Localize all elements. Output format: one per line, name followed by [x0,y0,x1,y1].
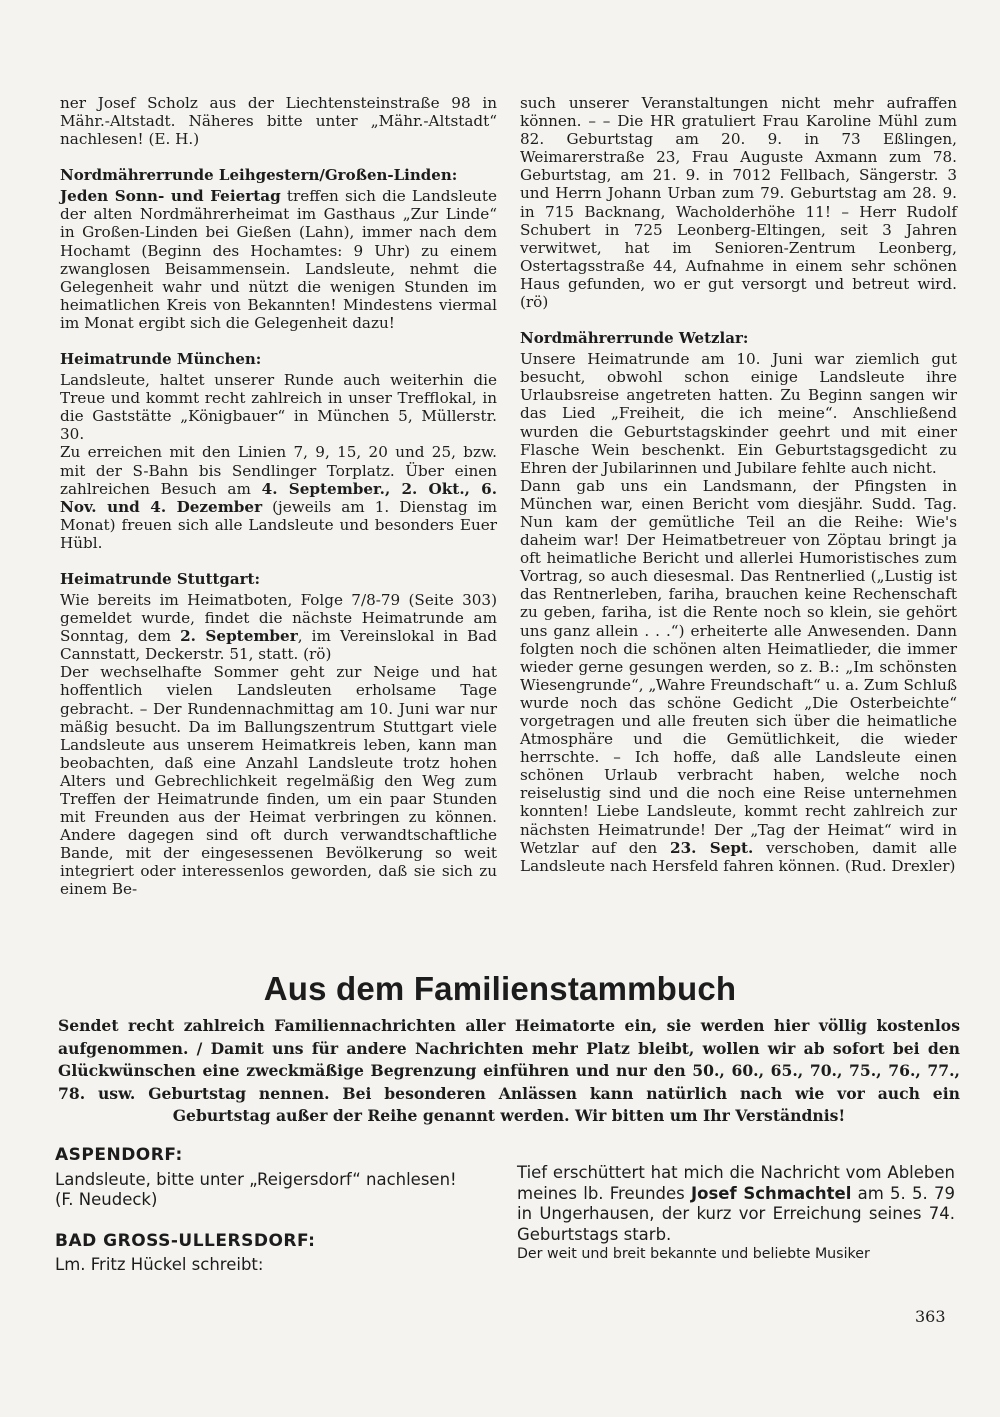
stuttgart-paragraph-1 [60,591,497,663]
section-heading-stuttgart: Heimatrunde Stuttgart: [60,569,261,588]
leihgestern-lead: Jeden Sonn- und Feiertag [60,187,281,206]
wetzlar-date: 23. Sept. [670,838,754,857]
stuttgart-text-b: , im Vereinslokal in Bad Cannstatt, Deckerstr. 51, statt. (rö) [60,627,497,664]
bad-gross-ullersdorf-text: Lm. Fritz Hückel schreibt: [55,1255,264,1274]
obituary-text-b: am 5. 5. 79 in Ungerhausen, der kurz vor Erreichung seines 74. Geburtstags starb. [517,1183,955,1244]
muenchen-paragraph-1: Landsleute, haltet unserer Runde auch weiterhin die Treue und kommt recht zahlreich in unser Trefflokal, in die Gaststätte „Königbauer“ in München 5, Müllerstr. 30. [60,371,497,444]
wetzlar-text-b: verschoben, damit alle Landsleute nach Hersfeld fahren können. (Rud. Drexler) [520,838,957,875]
leihgestern-paragraph [60,187,497,332]
section-wetzlar [520,329,957,875]
left-column [60,94,497,899]
banner-intro: Sendet recht zahlreich Familiennachrichten aller Heimatorte ein, sie werden hier völlig kostenlos aufgenommen. / Damit uns für andere Nachrichten mehr Platz bleibt, wollen wir ab sofort bei den Glückwünschen eine zweckmäßige Begrenzung einführen und nur den 50., 60., 65., 70., 75., 76., 77., 78. usw. Geburtstag nennen. Bei besonderen Anlässen kann natürlich nach wie vor auch ein Geburtstag außer der Reihe genannt werden. Wir bitten um Ihr Verständnis! [58,1016,960,1126]
stuttgart-paragraph-2: Der wechselhafte Sommer geht zur Neige und hat hoffentlich vielen Landsleuten erholsame Tage gebracht. – Der Rundennachmittag am 10. Juni war nur mäßig besucht. Da im Ballungszentrum Stuttgart viele Landsleute aus unserem Heimatkreis leben, kann man beobachten, daß eine Anzahl Landsleute trotz hohen Alters und Gebrechlichkeit regelmäßig den Weg zum Treffen der Heimatrunde finden, um ein paar Stunden mit Freunden aus der Heimat verbringen zu können. Andere dagegen sind oft durch verwandtschaftliche Bande, mit der eingesessenen Bevölkerung so weit integriert oder interessenlos geworden, daß sie sich zu einem Be- [60,663,497,899]
wetzlar-text-a: Dann gab uns ein Landsmann, der Pfingsten in München war, einen Bericht vom diesjähr. Sudd. Tag. Nun kam der gemütliche Teil an die Reihe: Wie's daheim war! Der Heimatbetreuer von Zöptau bringt ja oft heimatliche Bericht und allerlei Humoristisches zum Vortrag, so auch diesesmal. Das Rentnerlied („Lustig ist das Rentnerleben, fariha, brauchen keine Rechenschaft zu geben, fariha, ist die Rente noch so klein, sie gehört uns ganz allein . . .“) erheiterte alle Anwesenden. Dann folgten noch die schönen alten Heimatlieder, die immer wieder gerne gesungen werden, so z. B.: „Im schönsten Wiesengrunde“, „Wahre Freundschaft“ u. a. Zum Schluß wurde noch das schöne Gedicht „Die Osterbeichte“ vorgetragen und alle freuten sich über die heimatliche Atmosphäre und die Gemütlichkeit, die wieder herrschte. – Ich hoffe, daß alle Landsleute einen schönen Urlaub verbracht haben, welche noch reiselustig sind und die noch eine Reise unternehmen konnten! Liebe Landsleute, kommt recht zahlreich zur nächsten Heimatrunde! Der „Tag der Heimat“ wird in Wetzlar auf den [520,476,957,857]
wetzlar-paragraph-1: Unsere Heimatrunde am 10. Juni war ziemlich gut besucht, obwohl schon einige Landsleute ihre Urlaubsreise angetreten hatten. Zu Beginn sangen wir das Lied „Freiheit, die ich meine“. Anschließend wurden die Geburtstagskinder geehrt und mit einer Flasche Wein beschenkt. Ein Geburtstagsgedicht zu Ehren der Jubilarinnen und Jubilare fehlte auch nicht. [520,350,957,477]
heading-aspendorf: ASPENDORF: [55,1145,183,1165]
section-heading-wetzlar: Nordmährerrunde Wetzlar: [520,329,749,348]
heading-bad-gross-ullersdorf: BAD GROSS-ULLERSDORF: [55,1230,316,1251]
section-stuttgart [60,570,497,899]
muenchen-text-a: Zu erreichen mit den Linien 7, 9, 15, 20 und 25, bzw. mit der S-Bahn bis Sendlinger Torplatz. Über einen zahlreichen Besuch am [60,443,497,498]
stuttgart-date: 2. September [180,627,298,646]
section-heading-muenchen: Heimatrunde München: [60,350,262,369]
obituary-continuation: Der weit und breit bekannte und beliebte Musiker [517,1246,870,1262]
section-heading-leihgestern: Nordmährerrunde Leihgestern/Großen-Linden: [60,166,458,185]
obituary-name: Josef Schmachtel [691,1183,852,1203]
left-intro-text: ner Josef Scholz aus der Liechtensteinstraße 98 in Mähr.-Altstadt. Näheres bitte unter „Mähr.-Altstadt“ nachlesen! (E. H.) [60,94,497,149]
stuttgart-text-a: Wie bereits im Heimatboten, Folge 7/8-79 (Seite 303) gemeldet wurde, findet die nächste Heimatrunde am Sonntag, dem [60,590,497,646]
muenchen-paragraph-2 [60,443,497,552]
page-number: 363 [915,1307,946,1326]
muenchen-dates: 4. September., 2. Okt., 6. Nov. und 4. Dezember [60,479,497,516]
wetzlar-paragraph-2 [520,477,957,875]
aspendorf-text: Landsleute, bitte unter „Reigersdorf“ nachlesen! (F. Neudeck) [55,1169,457,1209]
right-column [520,94,957,875]
section-banner-title: Aus dem Familienstammbuch [263,970,737,1007]
obituary-text-a: Tief erschüttert hat mich die Nachricht vom Ableben meines lb. Freundes [517,1163,955,1203]
leihgestern-text: treffen sich die Landsleute der alten Nordmährerheimat im Gasthaus „Zur Linde“ in Großen-Linden bei Gießen (Lahn), immer nach dem Hochamt (Beginn des Hochamtes: 9 Uhr) zu einem zwanglosen Beisammensein. Landsleute, nehmt die Gelegenheit wahr und nützt die wenigen Stunden im heimatlichen Kreis von Bekannten! Mindestens viermal im Monat ergibt sich die Gelegenheit dazu! [60,187,497,332]
right-intro-text: such unserer Veranstaltungen nicht mehr aufraffen können. – – Die HR gratuliert Frau Karoline Mühl zum 82. Geburtstag am 20. 9. in 73 Eßlingen, Weimarerstraße 23, Frau Auguste Axmann zum 78. Geburtstag, am 21. 9. in 7012 Fellbach, Sängerstr. 3 und Herrn Johann Urban zum 79. Geburtstag am 28. 9. in 715 Backnang, Wacholderhöhe 11! – Herr Rudolf Schubert in 725 Leonberg-Eltingen, seit 3 Jahren verwitwet, hat im Senioren-Zentrum Leonberg, Ostertagsstraße 44, Aufnahme in einem sehr schönen Haus gefunden, wo er gut versorgt und betreut wird. (rö) [520,94,957,312]
section-muenchen [60,350,497,552]
muenchen-text-b: (jeweils am 1. Dienstag im Monat) freuen sich alle Landsleute und besonders Euer Hübl. [60,497,497,552]
lower-left-column [55,1145,465,1276]
lower-right-column [517,1163,955,1263]
obituary-paragraph [517,1163,955,1245]
section-leihgestern [60,166,497,332]
